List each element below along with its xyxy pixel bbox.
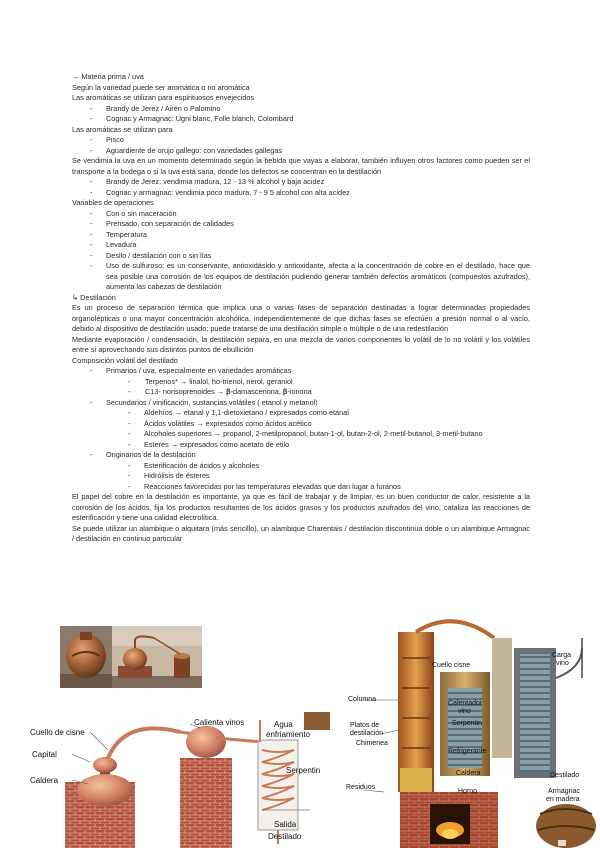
text-line: Las aromáticas se utilizan para bbox=[72, 124, 173, 134]
list-item: - Prensado, con separación de calidades bbox=[72, 219, 530, 230]
list-item: - Cognac y armagnac: vendimia poco madura, 7 - 9 5 alcohol con alta acidez bbox=[72, 188, 530, 199]
label-destilado: Destilado bbox=[550, 772, 580, 779]
label-cuello-cisne: Cuello cisne bbox=[432, 662, 471, 669]
text-line: Las aromáticas se utilizan para espirituosos envejecidos bbox=[72, 93, 255, 102]
label-refrigerante: Refrigerante bbox=[448, 748, 487, 755]
label-serpentin: Serpentin bbox=[452, 720, 482, 727]
list-item: - Levadura bbox=[72, 240, 530, 251]
label-calentador: Calentador bbox=[448, 700, 483, 707]
label-horno: Horno bbox=[458, 788, 478, 795]
label-capital: Capital bbox=[32, 750, 57, 759]
text-fragment: -damascenona, bbox=[230, 387, 283, 396]
charentais-alembic-diagram bbox=[30, 710, 330, 848]
list-item: - Brandy de Jerez / Airén o Palomino bbox=[72, 104, 530, 115]
label-columna: Columna bbox=[348, 696, 377, 703]
text-line: Según la variedad puede ser aromática o no aromática bbox=[72, 82, 250, 92]
list-item: - Desllo / destilación con o sin lías bbox=[72, 251, 530, 262]
sub-list-item: - Reacciones favorecidas por las temperaturas elevadas que dan lugar a furanos bbox=[72, 482, 530, 493]
sub-list-item: - Esteres → expresados como acetato de etilo bbox=[72, 440, 530, 451]
list-item: - Temperatura bbox=[72, 230, 530, 241]
label-enfriamiento: enfriamiento bbox=[266, 730, 311, 739]
label-calienta-vinos: Calienta vinos bbox=[194, 718, 245, 727]
list-item: - Aguardiente de orujo gallego: con variedades gallegas bbox=[72, 146, 530, 157]
sub-list-item: - Aldehíos → etanal y 1,1-dietoxietano / expresados como etanal bbox=[72, 408, 530, 419]
label-caldera: Caldera bbox=[456, 770, 481, 777]
sub-list-item: - Ácidos volátiles → expresados como ácidos acético bbox=[72, 419, 530, 430]
armagnac-alembic-diagram bbox=[344, 618, 600, 848]
label-destilacion: destilación bbox=[350, 730, 384, 737]
text-fragment: -ionona bbox=[287, 387, 312, 396]
alembic-photo-2 bbox=[112, 626, 202, 688]
label-calentador-vino: vino bbox=[458, 708, 471, 715]
label-destilado: Destilado bbox=[268, 832, 302, 841]
text-fragment: C13- norisoprenoides → bbox=[145, 387, 227, 396]
list-item: - Pisco bbox=[72, 135, 530, 146]
label-caldera: Caldera bbox=[30, 776, 59, 785]
sub-list-item: - Esterificación de ácidos y alcoholes bbox=[72, 461, 530, 472]
paragraph-vendimia: Se vendimia la uva en un momento determinado según la bebida que vayas a elaborar, también influyen otros factores como pueden ser el transporte a la bodega o si la uva está sana, donde los defectos se concentran en la destilación bbox=[72, 156, 530, 176]
label-salida: Salida bbox=[274, 820, 297, 829]
label-en-madera: en madera bbox=[546, 796, 580, 803]
label-carga-vino: vino bbox=[556, 660, 569, 667]
label-residuos: Residuos bbox=[346, 784, 376, 791]
heading-destilacion: ↳ Destilación bbox=[72, 292, 116, 302]
list-item: - Primarios / uva, especialmente en variedades aromáticas bbox=[72, 366, 530, 377]
list-item: - Con o sin maceración bbox=[72, 209, 530, 220]
heading-materia-prima: → Materia prima / uva bbox=[72, 72, 144, 81]
list-item: - Brandy de Jerez: vendimia madura, 12 - 13 % alcohol y baja acidez bbox=[72, 177, 530, 188]
list-item: - Cognac y Armagnac: Ugni blanc, Folle blanch, Colombard bbox=[72, 114, 530, 125]
label-agua: Agua bbox=[274, 720, 293, 729]
label-serpentin: Serpentin bbox=[286, 766, 321, 775]
paragraph-alambiques: Se puede utilizar un alambique o alquitara (más sencillo), un alambique Charentais / destilación discontinua doble o un alambique Armagnac / destilación en continuo particular bbox=[72, 523, 530, 543]
paragraph-cobre: El papel del cobre en la destilación es importante, ya que es fácil de trabajar y de limpiar, es un buen conductor de calor, resistente a la corrosión de los ácidos, fija los productos resultantes de los ácidos grasos y los productos azufrados del vino, cataliza las reacciones de esterificación y tiene una calidad electrolítica. bbox=[72, 492, 530, 522]
beta-symbol: β bbox=[282, 387, 288, 396]
list-item: - Secundarios / vinificación, sustancias volátiles ( etanol y metanol) bbox=[72, 398, 530, 409]
label-chimenea: Chimenea bbox=[356, 740, 388, 747]
list-item-sulfuroso: - Uso de sulfuroso: es un conservante, antioxidásido y antioxidante, afecta a la concentración de cobre en el destilado, hace que sea posible una corrosión de los equipos de destilación pudiendo generar también defectos aromáticos (compuestos azufrados), aumenta las cabezas de destilación bbox=[72, 261, 530, 293]
text-line: Variables de operaciones bbox=[72, 198, 154, 207]
sub-list-item: - Hidrólisis de ésteres bbox=[72, 471, 530, 482]
label-armagnac: Armagnac bbox=[548, 788, 580, 795]
sub-list-item bbox=[72, 387, 530, 398]
label-cuello-cisne: Cuello de cisne bbox=[30, 728, 85, 737]
paragraph-destilacion: Es un proceso de separación térmica que implica una o varias fases de separación destinadas a lograr determinadas propiedades organolépticas o una mayor concentración alcohólica, independientemente de que dichas fases se efectúen a presión normal o al vacío, debido al dispositivo de destilación usado; puede tratarse de una destilación simple o múltiple o de una redestilación bbox=[72, 303, 530, 333]
document-text bbox=[72, 72, 530, 545]
sub-list-item: - Terpenos* → linalol, ho-trienol, nerol, geraniol bbox=[72, 377, 530, 388]
text-line: Composición volátil del destilado bbox=[72, 355, 178, 365]
label-carga: Carga bbox=[552, 652, 572, 659]
alembic-photo-1 bbox=[60, 626, 113, 688]
sub-list-item: - Alcoholes superiores → propanol, 2-metilpropanol, butan-1-ol, butan-2-ol, 2-metil-butanol, 3-metil-butano bbox=[72, 429, 530, 440]
paragraph-evaporacion: Mediante evaporación / condensación, la destilación separa, en una mezcla de varios componentes lo volátil de lo no volátil y los volátiles entre sí aprovechando sus distintos puntos de ebullición bbox=[72, 334, 530, 354]
list-item: - Originarios de la destilación bbox=[72, 450, 530, 461]
beta-symbol: β bbox=[226, 387, 231, 396]
label-platos: Platos de bbox=[350, 722, 380, 729]
